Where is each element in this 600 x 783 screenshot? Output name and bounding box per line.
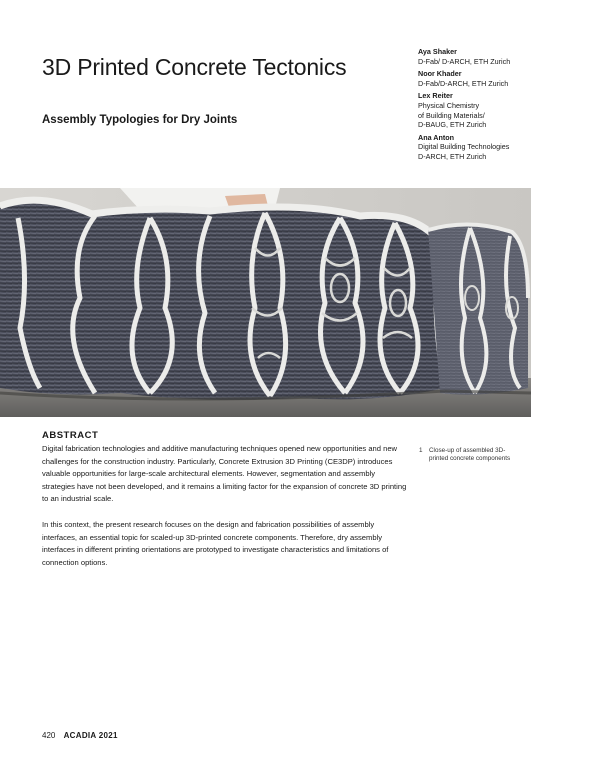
- author-entry: [418, 47, 588, 66]
- author-affiliation: of Building Materials/: [418, 110, 485, 120]
- figure-number: 1: [419, 447, 423, 454]
- author-affiliation: Digital Building Technologies: [418, 142, 510, 152]
- page-number: 420: [42, 731, 56, 740]
- figure-caption-text: Close-up of assembled 3D-printed concrete components: [429, 447, 511, 462]
- paper-subtitle: Assembly Typologies for Dry Joints: [42, 114, 238, 126]
- author-entry: [418, 69, 588, 88]
- abstract-body: [42, 443, 407, 582]
- conference-name: ACADIA 2021: [63, 731, 118, 740]
- concrete-components-photo: [0, 188, 531, 417]
- author-affiliation: D-Fab/ D-ARCH, ETH Zurich: [418, 56, 511, 66]
- paper-title: 3D Printed Concrete Tectonics: [42, 54, 347, 80]
- author-name: Aya Shaker: [418, 47, 457, 56]
- author-name: Ana Anton: [418, 132, 455, 142]
- page-footer: [42, 731, 118, 740]
- author-list: [418, 47, 588, 165]
- author-affiliation: D-ARCH, ETH Zurich: [418, 151, 487, 161]
- author-affiliation: D-Fab/D-ARCH, ETH Zurich: [418, 78, 509, 88]
- author-entry: [418, 133, 588, 162]
- author-name: Lex Reiter: [418, 91, 453, 101]
- author-name: Noor Khader: [418, 69, 462, 79]
- author-affiliation: D-BAUG, ETH Zurich: [418, 120, 487, 130]
- author-affiliation: Physical Chemistry: [418, 100, 480, 110]
- figure-caption: [419, 447, 519, 463]
- abstract-paragraph: In this context, the present research focuses on the design and fabrication possibilities of assembly interfaces, an essential topic for scaled-up 3D-printed concrete components. Therefore, dry assembly interfaces in different printing orientations are prototyped to investigate characteristics and limitations of connection options.: [42, 519, 389, 567]
- abstract-heading: ABSTRACT: [42, 430, 99, 441]
- author-entry: [418, 91, 588, 129]
- abstract-paragraph: Digital fabrication technologies and additive manufacturing techniques opened new opportunities and new challenges for the construction industry. Particularly, Concrete Extrusion 3D Printing (CE3DP) introduces valuable opportunities for large-scale architectural elements. However, segmentation and assembly strategies have not been developed, and it remains a limiting factor for the expansion of concrete 3D printing to an industrial scale.: [42, 444, 407, 504]
